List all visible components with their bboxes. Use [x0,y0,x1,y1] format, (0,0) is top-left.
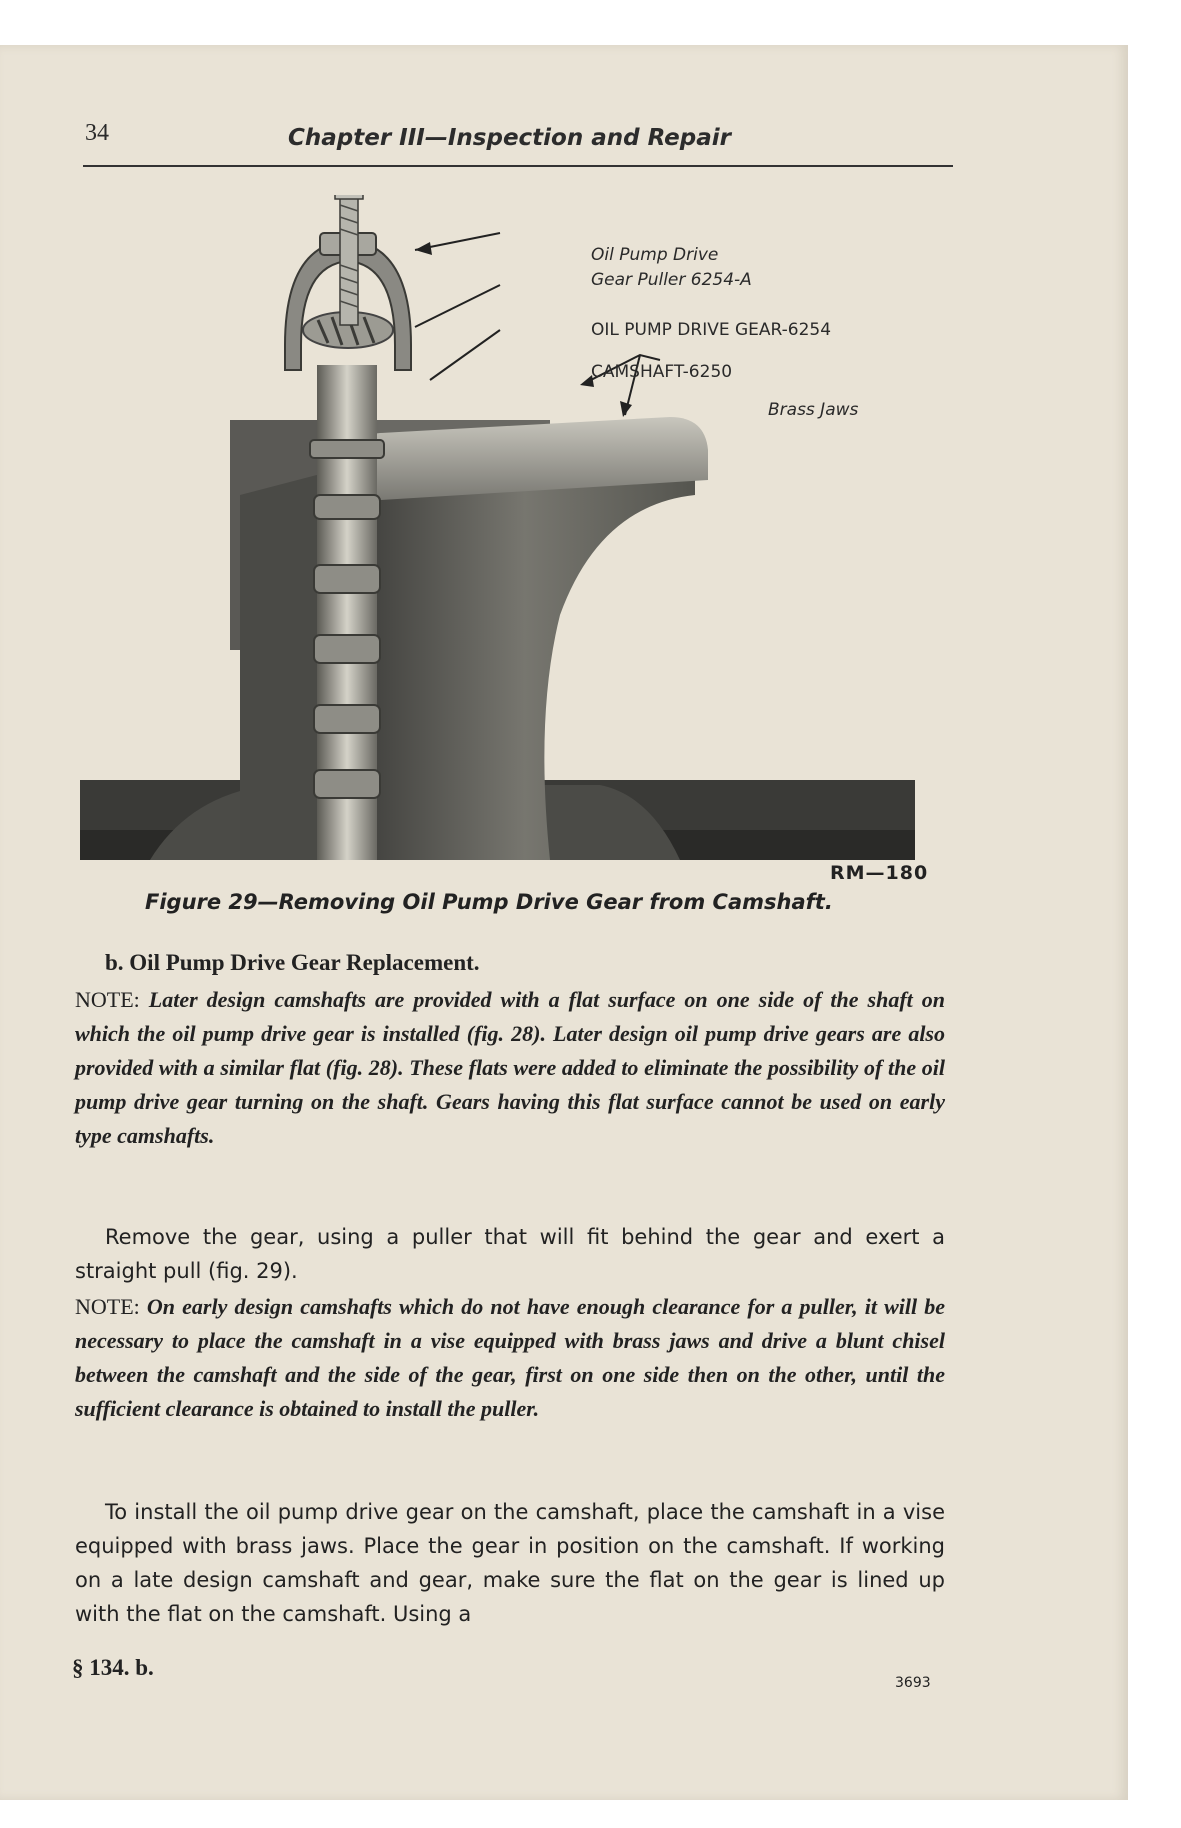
note-text: Later design camshafts are provided with a flat surface on one side of the shaft on which the oil pump drive gear is installed (fig. 28). Later design oil pump drive gears are also provided with a similar flat (fig. 28). These flats were added to eliminate the possibility of the oil pump drive gear turning on the shaft. Gears having this flat surface cannot be used on early type camshafts. [75,987,945,1148]
paragraph-install-gear [75,1495,945,1631]
note-later-design [75,983,945,1153]
callout-brass-jaws: Brass Jaws [768,400,859,420]
paragraph-remove-gear [75,1220,945,1288]
header-rule [83,165,953,167]
callout-gear: OIL PUMP DRIVE GEAR-6254 [591,320,832,340]
note-label: NOTE: [75,987,140,1012]
figure-code: RM—180 [830,862,929,884]
section-heading: b. Oil Pump Drive Gear Replacement. [105,950,480,975]
figure-caption: Figure 29—Removing Oil Pump Drive Gear from Camshaft. [145,890,833,914]
leader-gear [415,285,500,327]
leader-camshaft [430,330,500,380]
figure-29-photo [80,195,925,860]
note-label: NOTE: [75,1294,140,1319]
running-head: Chapter III—Inspection and Repair [288,125,731,151]
print-code: 3693 [895,1675,931,1691]
note-text: On early design camshafts which do not have enough clearance for a puller, it will be necessary to place the camshaft in a vise equipped with brass jaws and drive a blunt chisel between the camshaft and the side of the gear, first on one side then on the other, until the sufficient clearance is obtained to install the puller. [75,1294,946,1421]
paragraph-text: Remove the gear, using a puller that will fit behind the gear and exert a straight pull (fig. 29). [75,1225,945,1283]
callout-camshaft: CAMSHAFT-6250 [591,362,733,382]
page-number: 34 [85,120,109,146]
callout-puller-line2: Gear Puller 6254-A [591,270,752,290]
note-early-design [75,1290,945,1426]
paragraph-text: To install the oil pump drive gear on the camshaft, place the camshaft in a vise equipped with brass jaws. Place the gear in position on the camshaft. If working on a late design camshaft and gear, make sure the flat on the gear is lined up with the flat on the camshaft. Using a [75,1500,945,1626]
callout-puller-line1: Oil Pump Drive [591,245,719,265]
section-reference: § 134. b. [72,1655,154,1680]
